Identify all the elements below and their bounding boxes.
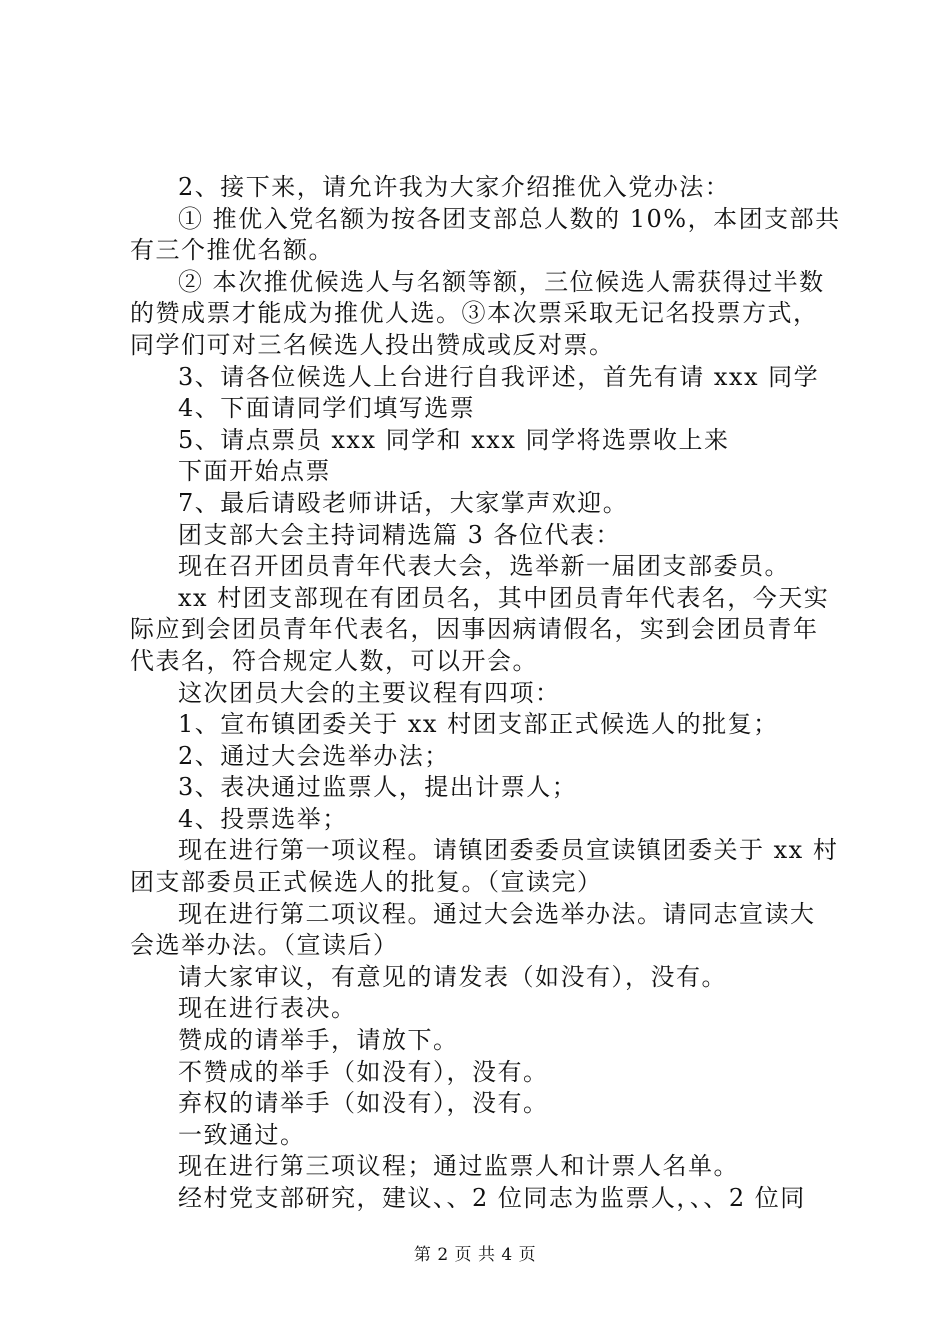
text-line: 的赞成票才能成为推优人选。③本次票采取无记名投票方式，: [130, 299, 819, 328]
text-line: 3、请各位候选人上台进行自我评述，首先有请 xxx 同学: [178, 362, 820, 391]
text-line: 现在进行第一项议程。请镇团委委员宣读镇团委关于 xx 村: [178, 836, 839, 865]
text-line: 现在进行表决。: [178, 994, 357, 1023]
text-line: 会选举办法。（宣读后）: [130, 931, 399, 960]
text-line: 下面开始点票: [178, 457, 331, 486]
text-line: ② 本次推优候选人与名额等额，三位候选人需获得过半数: [178, 267, 825, 296]
text-line: 2、接下来，请允许我为大家介绍推优入党办法：: [178, 173, 731, 201]
text-line: 5、请点票员 xxx 同学和 xxx 同学将选票收上来: [178, 425, 730, 454]
text-line: 赞成的请举手，请放下。: [178, 1026, 459, 1055]
text-line: 2、通过大会选举办法；: [178, 741, 450, 770]
text-line: 请大家审议，有意见的请发表（如没有），没有。: [178, 962, 727, 991]
text-line: 际应到会团员青年代表名，因事因病请假名，实到会团员青年: [130, 615, 819, 644]
text-line: 有三个推优名额。: [130, 236, 334, 265]
text-line: 代表名，符合规定人数，可以开会。: [130, 646, 538, 675]
text-line: 现在进行第三项议程；通过监票人和计票人名单。: [178, 1152, 739, 1181]
text-line: 经村党支部研究，建议、、2 位同志为监票人，、、2 位同: [178, 1184, 806, 1212]
text-line: 不赞成的举手（如没有），没有。: [178, 1057, 549, 1086]
text-line: 7、最后请殴老师讲话，大家掌声欢迎。: [178, 488, 629, 517]
text-line: 3、表决通过监票人，提出计票人；: [178, 773, 578, 802]
text-line: 弃权的请举手（如没有），没有。: [178, 1089, 549, 1118]
text-line: 现在进行第二项议程。通过大会选举办法。请同志宣读大: [178, 899, 816, 928]
text-line: 这次团员大会的主要议程有四项：: [178, 678, 561, 707]
text-line: 4、下面请同学们填写选票: [178, 394, 476, 423]
text-line: 现在召开团员青年代表大会，选举新一届团支部委员。: [178, 552, 790, 581]
text-line: xx 村团支部现在有团员名，其中团员青年代表名，今天实: [178, 583, 830, 612]
text-line: 同学们可对三名候选人投出赞成或反对票。: [130, 330, 615, 359]
page-footer: 第 2 页 共 4 页: [413, 1245, 537, 1265]
text-line: 4、投票选举；: [178, 804, 348, 833]
text-line: ① 推优入党名额为按各团支部总人数的 10%，本团支部共: [178, 204, 841, 233]
text-line: 团支部大会主持词精选篇 3 各位代表：: [178, 520, 622, 549]
text-line: 一致通过。: [178, 1120, 306, 1149]
text-line: 1、宣布镇团委关于 xx 村团支部正式候选人的批复；: [178, 710, 779, 739]
text-line: 团支部委员正式候选人的批复。（宣读完）: [130, 868, 603, 897]
document-body: [130, 172, 841, 1215]
